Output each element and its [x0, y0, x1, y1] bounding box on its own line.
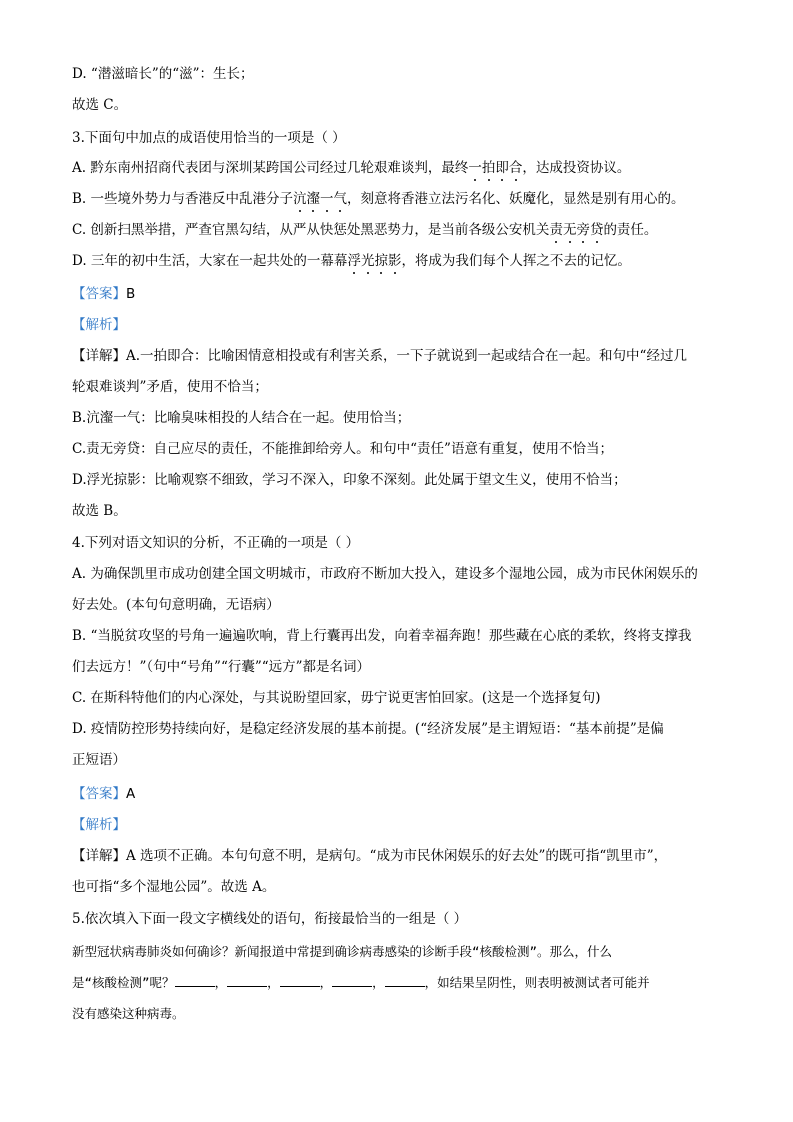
option-d-line: D. “潜滋暗长”的“滋”：生长； [72, 66, 254, 82]
question-3-option-d [72, 251, 631, 271]
question-4-stem: 4.下列对语文知识的分析，不正确的一项是（ ） [72, 535, 360, 551]
question-4-option-b-line-1: B. “当脱贫攻坚的号角一遍遍吹响，背上行囊再出发，向着幸福奔跑！那些藏在心底的柔软，终将支撑我 [72, 628, 692, 644]
dotted-idiom-d [347, 253, 401, 269]
answer-3 [72, 284, 135, 304]
passage-text-post: ，如结果呈阴性，则表明被测试者可能并 [424, 975, 650, 990]
answer-tag: 【答案】 [72, 786, 126, 802]
question-3-option-b [72, 189, 685, 209]
fill-blank-2[interactable] [227, 973, 267, 987]
blank-separator: ， [267, 975, 280, 990]
question-3-stem: 3.下面句中加点的成语使用恰当的一项是（ ） [72, 130, 346, 146]
option-b-text-post: ，刻意将香港立法污名化、妖魔化，显然是别有用心的。 [347, 191, 685, 207]
dotted-char: 责 [549, 222, 563, 238]
answer-value: A [126, 786, 136, 802]
blank-separator: ， [214, 975, 228, 990]
passage-line-2 [72, 973, 650, 993]
dotted-idiom-c [549, 222, 603, 238]
dotted-char: 瀣 [306, 191, 321, 207]
detail-4-line-2: 也可指“多个湿地公园”。故选 A。 [72, 879, 276, 895]
option-d-text-post: ，将成为我们每个人挥之不去的记忆。 [401, 253, 631, 269]
answer-tag: 【答案】 [72, 286, 126, 302]
analysis-tag: 【解析】 [72, 817, 126, 833]
question-3-option-c [72, 220, 657, 240]
option-d-text-pre: D. 三年的初中生活，大家在一起共处的一幕幕 [72, 253, 348, 269]
detail-3-line-3: B.沆瀣一气：比喻臭味相投的人结合在一起。使用恰当； [72, 410, 411, 426]
option-b-text-pre: B. 一些境外势力与香港反中乱港分子 [72, 191, 294, 207]
answer-value: B [126, 286, 136, 302]
dotted-char: 拍 [481, 160, 496, 176]
detail-3-line-6: 故选 B。 [72, 503, 127, 519]
fill-blank-3[interactable] [280, 973, 320, 987]
dotted-char: 掠 [374, 253, 388, 269]
dotted-idiom-a [468, 160, 522, 176]
analysis-3-tag [72, 315, 126, 335]
option-a-text-pre: A. 黔东南州招商代表团与深圳某跨国公司经过几轮艰难谈判，最终 [72, 160, 469, 176]
detail-3-line-5: D.浮光掠影：比喻观察不细致，学习不深入，印象不深刻。此处属于望文生义，使用不恰当； [72, 472, 627, 488]
question-5-stem: 5.依次填入下面一段文字横线处的语句，衔接最恰当的一组是（ ） [72, 911, 468, 927]
dotted-char: 一 [320, 191, 334, 207]
option-c-text-post: 的责任。 [603, 222, 658, 238]
dotted-idiom-b [293, 191, 347, 207]
question-4-option-c: C. 在斯科特他们的内心深处，与其说盼望回家，毋宁说更害怕回家。(这是一个选择复句) [72, 690, 601, 706]
dotted-char: 气 [333, 191, 348, 207]
fill-blank-5[interactable] [385, 973, 425, 987]
dotted-char: 沆 [293, 191, 307, 207]
answer-4 [72, 784, 135, 804]
question-4-option-a-line-1: A. 为确保凯里市成功创建全国文明城市，市政府不断加大投入，建设多个湿地公园，成为市民休闲娱乐的 [72, 566, 698, 582]
dotted-char: 旁 [576, 222, 590, 238]
passage-text-pre: 是“核酸检测”呢？ [72, 975, 175, 990]
question-4-option-a-line-2: 好去处。(本句句意明确，无语病） [72, 597, 280, 613]
dotted-char: 光 [360, 253, 375, 269]
dotted-char: 合 [508, 160, 523, 176]
passage-line-1: 新型冠状病毒肺炎如何确诊？新闻报道中常提到确诊病毒感染的诊断手段“核酸检测”。那么，什么 [72, 944, 613, 959]
passage-line-3: 没有感染这种病毒。 [72, 1006, 185, 1021]
question-4-option-b-line-2: 们去远方！”（句中“号角”“行囊”“远方”都是名词） [72, 659, 371, 675]
detail-4-line-1: 【详解】A 选项不正确。本句句意不明，是病句。“成为市民休闲娱乐的好去处”的既可指“凯里市”， [72, 848, 668, 864]
answer-choice-line: 故选 C。 [72, 97, 128, 113]
fill-blank-4[interactable] [332, 973, 372, 987]
fill-blank-1[interactable] [175, 973, 215, 987]
question-3-option-a [72, 158, 630, 178]
dotted-char: 即 [495, 160, 509, 176]
option-c-text-pre: C. 创新扫黑举措，严查官黑勾结，从严从快惩处黑恶势力，是当前各级公安机关 [72, 222, 550, 238]
detail-3-line-1: 【详解】A.一拍即合：比喻困情意相投或有利害关系，一下子就说到一起或结合在一起。和句中“经过几 [72, 348, 687, 364]
blank-separator: ， [319, 975, 333, 990]
option-a-text-post: ，达成投资协议。 [522, 160, 631, 176]
question-4-option-d-line-2: 正短语） [72, 752, 126, 768]
analysis-tag: 【解析】 [72, 317, 126, 333]
dotted-char: 无 [562, 222, 577, 238]
detail-3-line-4: C.责无旁贷：自己应尽的责任，不能推卸给旁人。和句中“责任”语意有重复，使用不恰当； [72, 441, 613, 457]
question-4-option-d-line-1: D. 疫情防控形势持续向好，是稳定经济发展的基本前提。(“经济发展”是主谓短语：“基本前提”是偏 [72, 721, 664, 737]
analysis-4-tag [72, 815, 126, 835]
dotted-char: 贷 [589, 222, 604, 238]
dotted-char: 浮 [347, 253, 361, 269]
blank-separator: ， [372, 975, 385, 990]
dotted-char: 影 [387, 253, 402, 269]
dotted-char: 一 [468, 160, 482, 176]
detail-3-line-2: 轮艰难谈判”矛盾，使用不恰当； [72, 379, 268, 395]
